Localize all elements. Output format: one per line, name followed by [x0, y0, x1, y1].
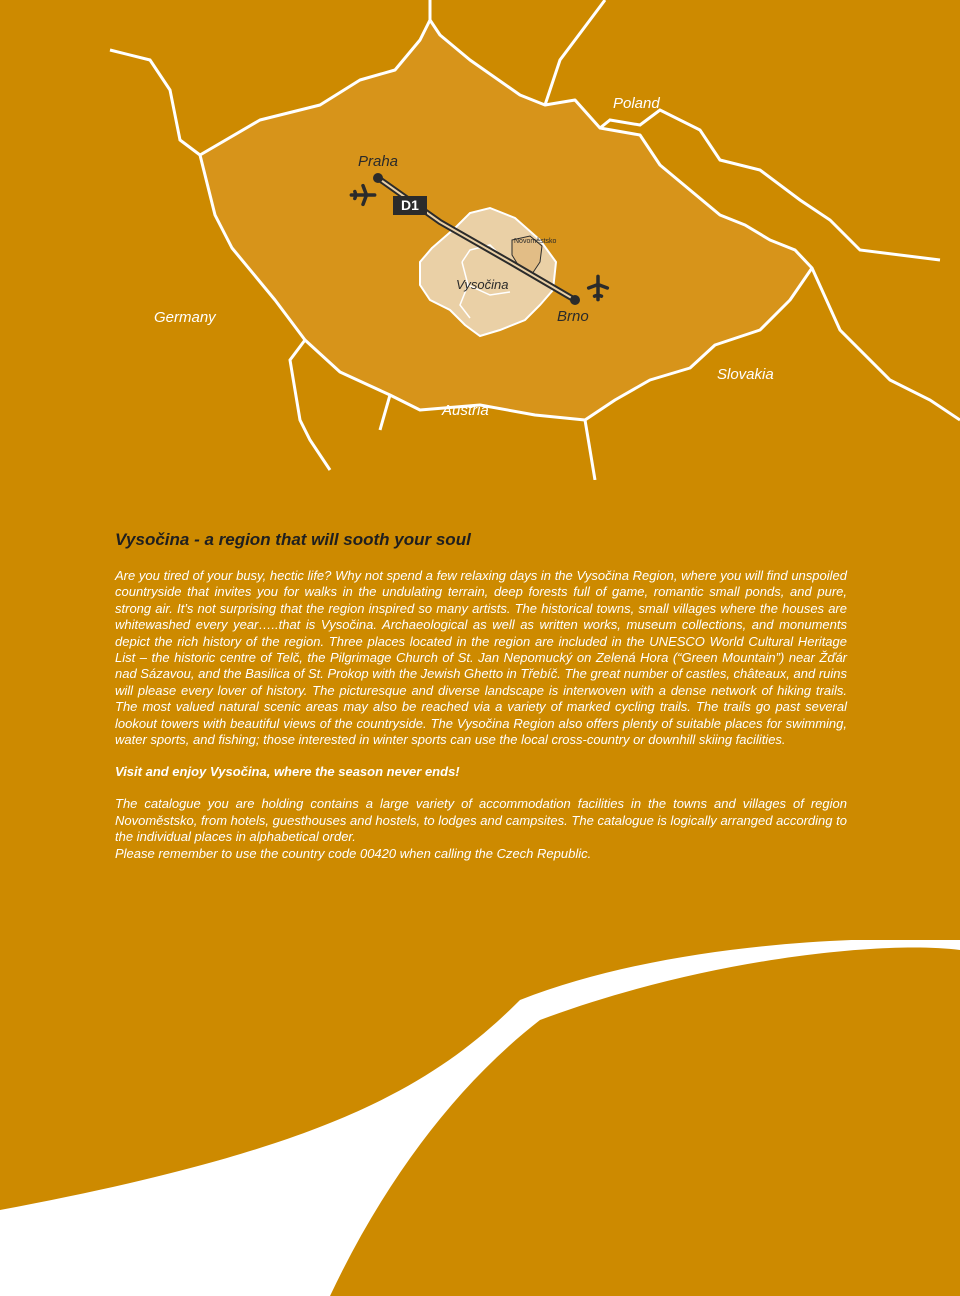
country-label-austria: Austria [442, 402, 489, 419]
airplane-icon [349, 181, 377, 209]
border-line [585, 420, 595, 480]
wave-shape [0, 940, 960, 1296]
intro-paragraph: Are you tired of your busy, hectic life? Why not spend a few relaxing days in the Vysočina Region, where you will find unspoiled countryside that invites you for walks in the undulating terrain, deep forests full of game, romantic small ponds, and pure, strong air. It’s not surprising that the region inspired so many artists. The historical towns, small villages where the houses are whitewashed every year…..that is Vysočina. Archaeological as well as written works, museum collections, and monuments depict the rich history of the region. Three places located in the region are included in the UNESCO World Cultural Heritage List – the historic centre of Telč, the Pilgrimage Church of St. Jan Nepomucký on Zelená Hora (“Green Mountain”) near Žďár nad Sázavou, and the Basilica of St. Prokop with the Jewish Ghetto in Třebíč. The great number of castles, châteaux, and ruins will please every lover of history. The picturesque and diverse landscape is interwoven with a dense network of hiking trails. The most valued natural scenic areas may also be reached via a variety of marked cycling trails. The trails go past several lookout towers with beautiful views of the countryside. The Vysočina Region also offers plenty of suitable places for swimming, water sports, and fishing; those interested in winter sports can use the local cross-country or downhill skiing facilities. [115, 568, 848, 748]
article-headline: Vysočina - a region that will sooth your soul [115, 530, 471, 549]
country-label-germany: Germany [154, 309, 216, 326]
article [115, 530, 847, 862]
subregion-label-novomestsko: Novoměstsko [514, 238, 557, 245]
country-label-poland: Poland [613, 95, 660, 112]
border-line [380, 395, 390, 430]
border-line [545, 0, 605, 105]
decorative-wave [0, 940, 960, 1296]
country-label-slovakia: Slovakia [717, 366, 774, 383]
region-label-vysocina: Vysočina [456, 277, 509, 292]
slogan: Visit and enjoy Vysočina, where the season never ends! [115, 764, 460, 780]
region-map [0, 0, 960, 480]
border-line [290, 340, 330, 470]
airplane-icon [584, 274, 612, 302]
border-line [110, 50, 200, 155]
city-label-praha: Praha [358, 153, 399, 170]
catalogue-paragraph: The catalogue you are holding contains a large variety of accommodation facilities in the towns and villages of region Novoměstsko, from hotels, guesthouses and hostels, to lodges and campsites. The catalogue is logically arranged according to the individual places in alphabetical order. [115, 796, 847, 845]
country-code-note: Please remember to use the country code 00420 when calling the Czech Republic. [115, 845, 592, 861]
city-label-brno: Brno [557, 308, 589, 325]
motorway-badge-d1: D1 [393, 196, 427, 215]
brno-dot [570, 295, 580, 305]
border-line [812, 268, 960, 420]
